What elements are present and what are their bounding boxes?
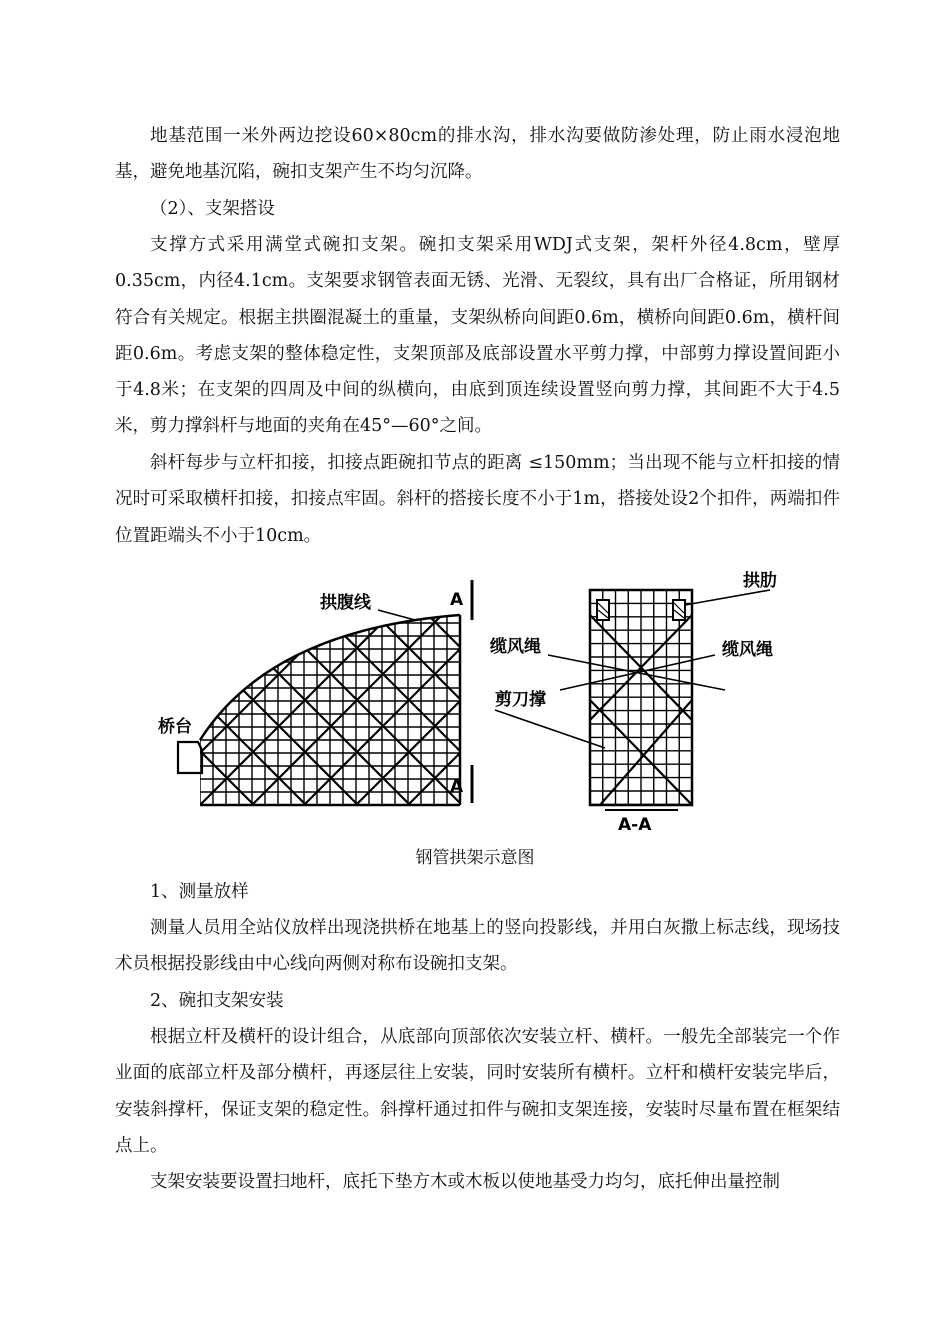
- paragraph-install: 根据立杆及横杆的设计组合，从底部向顶部依次安装立杆、横杆。一般先全部装完一个作业面的底部立杆及部分横杆，再逐层往上安装，同时安装所有横杆。立杆和横杆安装完毕后，安装斜撑杆，保证支架的稳定性。斜撑杆通过扣件与碗扣支架连接，安装时尽量布置在框架结点上。: [115, 1027, 840, 1156]
- label-guy-rope-left: 缆风绳: [490, 637, 541, 657]
- figure-caption: 钢管拱架示意图: [415, 848, 535, 868]
- label-section-a-top: A: [450, 590, 464, 610]
- steel-arch-diagram: [150, 560, 800, 835]
- abutment-shape: [178, 742, 202, 773]
- heading-support-erection: （2）、支架搭设: [150, 199, 275, 219]
- paragraph-drainage: 地基范围一米外两边挖设60×80cm的排水沟，排水沟要做防渗处理，防止雨水浸泡地基，避免地基沉陷，碗扣支架产生不均匀沉降。: [115, 126, 840, 183]
- label-guy-rope-right: 缆风绳: [722, 640, 773, 660]
- heading-install: 2、碗扣支架安装: [150, 991, 284, 1011]
- paragraph-base: 支架安装要设置扫地杆，底托下垫方木或木板以使地基受力均匀，底托伸出量控制: [150, 1172, 780, 1192]
- label-arch-rib: 拱肋: [743, 571, 777, 591]
- label-scissor-brace: 剪刀撑: [495, 690, 546, 710]
- paragraph-survey: 测量人员用全站仪放样出现浇拱桥在地基上的竖向投影线，并用白灰撒上标志线，现场技术员根据投影线由中心线向两侧对称布设碗扣支架。: [115, 918, 840, 975]
- paragraph-diagonal-bars: 斜杆每步与立杆扣接，扣接点距碗扣节点的距离 ≤150mm；当出现不能与立杆扣接的情况时可采取横杆扣接，扣接点牢固。斜杆的搭接长度不小于1m，搭接处设2个扣件，两端扣件位置距端头不小于10cm。: [115, 453, 840, 546]
- heading-survey: 1、测量放样: [150, 882, 249, 902]
- label-section-a-bottom: A: [450, 777, 464, 797]
- paragraph-support-spec: 支撑方式采用满堂式碗扣支架。碗扣支架采用WDJ式支架，架杆外径4.8cm，壁厚0.35cm，内径4.1cm。支架要求钢管表面无锈、光滑、无裂纹，具有出厂合格证，所用钢材符合有关规定。根据主拱圈混凝土的重量，支架纵桥向间距0.6m，横桥向间距0.6m，横杆间距0.6m。考虑支架的整体稳定性，支架顶部及底部设置水平剪力撑，中部剪力撑设置间距小于4.8米；在支架的四周及中间的纵横向，由底到顶连续设置竖向剪力撑，其间距不大于4.5米，剪力撑斜杆与地面的夹角在45°—60°之间。: [115, 235, 840, 437]
- label-section-aa: A-A: [618, 815, 652, 835]
- scissor-brace-pointer: [495, 710, 605, 748]
- label-abutment: 桥台: [158, 717, 192, 737]
- arch-scaffold-elevation: [150, 580, 722, 805]
- label-arch-soffit-line: 拱腹线: [320, 593, 371, 613]
